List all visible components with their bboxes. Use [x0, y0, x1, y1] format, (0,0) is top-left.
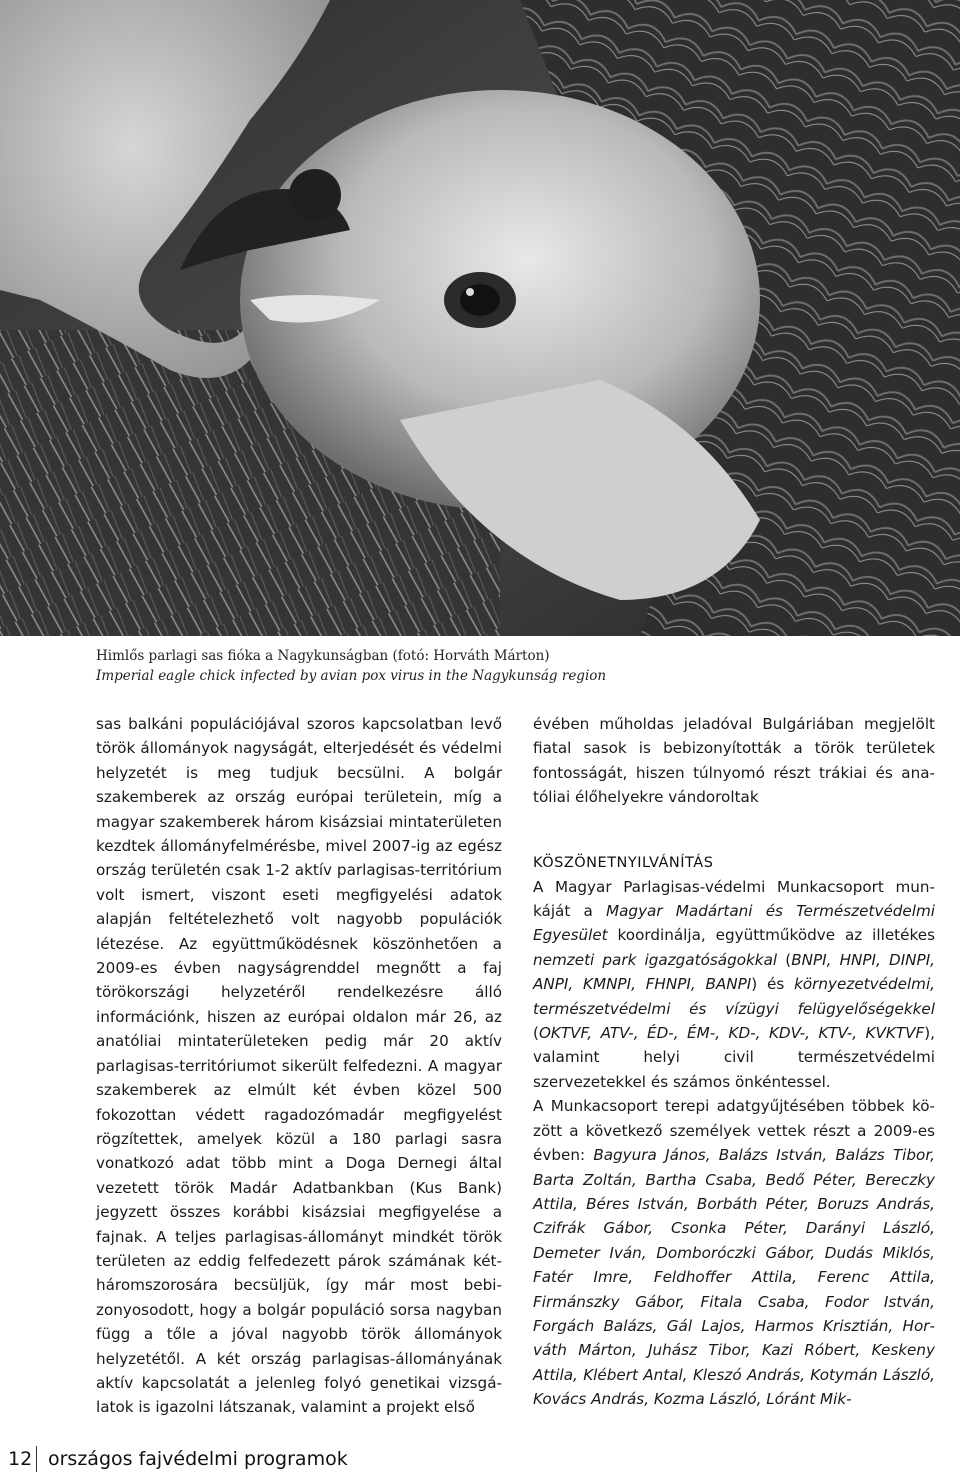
figure-caption	[96, 646, 896, 686]
text-run: ), valamint helyi civil természetvédelmi szervezetekkel és számos önkéntessel.	[533, 1024, 935, 1091]
acknowledgements-paragraph	[533, 875, 935, 1095]
text-run: A Munkacsoport terepi adatgyűjtésében többek között a következő személyek vettek részt a 2009-es évben:	[533, 1097, 935, 1165]
italic-run: nemzeti park igazgatóságokkal	[533, 950, 778, 969]
italic-run: környezetvédelmi, természetvédelmi és vízügyi felügyelőségekkel	[533, 975, 935, 1018]
left-column	[96, 712, 502, 1420]
italic-run: Magyar Madártani és Természetvédelmi Egyesület	[533, 902, 935, 945]
text-run: (	[777, 950, 792, 969]
italic-run: BNPI, HNPI, DINPI, ANPI, KMNPI, FHNPI, BANPI	[533, 950, 935, 994]
right-column	[533, 712, 935, 1412]
eagle-chick-photo	[0, 0, 960, 636]
text-run: A Magyar Parlagisas-védelmi Munkacsoport munkáját a	[533, 877, 935, 921]
page-number: 12	[8, 1448, 33, 1470]
footer-divider	[36, 1446, 37, 1472]
acknowledgements-heading: KÖSZÖNETNYILVÁNÍTÁS	[533, 854, 714, 871]
page-footer	[0, 1444, 960, 1474]
body-paragraph: évében műholdas jeladóval Bulgáriában megjelölt fiatal sasok is bebizonyították a török területek fontosságát, hiszen túlnyomó részt trákiai és anatóliai élőhelyekre vándoroltak	[533, 715, 935, 807]
text-run: koordinálja, együttműködve az illetékes	[607, 926, 935, 945]
italic-run: OKTVF, ATV-, ÉD-, ÉM-, KD-, KDV-, KTV-, KVKTVF	[538, 1024, 925, 1043]
text-run: ) és	[751, 975, 795, 994]
text-run: (	[533, 1024, 539, 1043]
body-paragraph: sas balkáni populációjával szoros kapcsolatban levő török állományok nagyságát, elterjedését és védelmi helyzetét is meg tudjuk becsülni. A bolgár szakemberek az ország európai területein, míg a magyar szakemberek három kisázsiai mintaterületen kezdtek állományfelmérésbe, mivel 2007-ig az egész ország területén csak 1-2 aktív parlagisas-territórium volt ismert, viszont eseti megfigyelési adatok alapján feltételezhető volt nagyobb populációk létezése. Az együttműködésnek köszönhetően a 2009-es évben nagyságrenddel megnőtt a faj törökországi helyzetéről rendelkezésre álló információnk, hiszen az európai oldalon már 26, az anatóliai mintaterületeken pedig már 20 aktív parlagisas-territóriumot sikerült felfedezni. A magyar szakemberek az elmúlt két évben közel 500 fokozottan védett ragadozómadár megfigyelést rögzítettek, amelyek közül a 180 parlagi sasra vonatkozó adat több mint a Doga Dernegi által vezetett török Madár Adatbankban (Kus Bank) jegyzett összes korábbi kisázsiai megfigyelése a fajnak. A teljes parlagisas-állományt mindkét török területen az eddig felfedezett párok számának két-háromszorosára becsüljük, így már most bebizonyosodott, hogy a bolgár populáció sorsa nagyban függ a tőle a jóval nagyobb török állományok helyzetétől. A két ország parlagisas-állományának aktív kapcsolatát a jelenleg folyó genetikai vizsgálatok is igazolni látszanak, valamint a projekt első	[96, 715, 502, 1417]
photo-drawing	[0, 0, 960, 636]
caption-english: Imperial eagle chick infected by avian pox virus in the Nagykunság region	[96, 668, 607, 684]
caption-hungarian: Himlős parlagi sas fióka a Nagykunságban (fotó: Horváth Márton)	[96, 648, 550, 664]
participants-paragraph	[533, 1094, 935, 1411]
italic-run: Bagyura János, Balázs István, Balázs Tibor, Barta Zoltán, Bartha Csaba, Bedő Péter, Bereczky Attila, Béres István, Borbáth Péter, Boruzs András, Czifrák Gábor, Csonka Péter, Darányi László, Demeter Iván, Domboróczki Gábor, Dudás Miklós, Fatér Imre, Feldhoffer Attila, Ferenc Attila, Firmánszky Gábor, Fitala Csaba, Fodor István, Forgách Balázs, Gál Lajos, Harmos Krisztián, Horváth Márton, Juhász Tibor, Kazi Róbert, Keskeny Attila, Klébert Antal, Kleszó András, Kotymán László, Kovács András, Kozma László, Lóránt Mik-	[533, 1146, 935, 1409]
publication-title: országos fajvédelmi programok	[48, 1448, 348, 1470]
